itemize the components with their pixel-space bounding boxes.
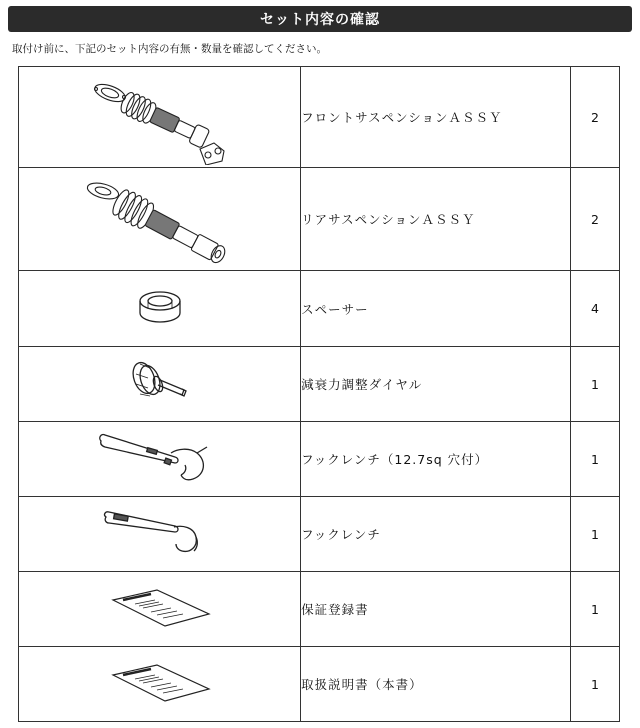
item-qty: 1 xyxy=(570,497,619,572)
front-suspension-icon xyxy=(80,69,240,165)
item-qty: 1 xyxy=(570,647,619,722)
contents-table xyxy=(18,66,620,722)
item-name: 減衰力調整ダイヤル xyxy=(301,347,571,422)
item-name: 保証登録書 xyxy=(301,572,571,647)
item-qty: 1 xyxy=(570,572,619,647)
item-qty: 1 xyxy=(570,347,619,422)
rear-suspension-icon xyxy=(75,171,245,267)
table-row xyxy=(19,572,620,647)
manual-icon xyxy=(105,661,215,707)
spacer-icon xyxy=(130,284,190,334)
table-row xyxy=(19,647,620,722)
item-name: 取扱説明書（本書） xyxy=(301,647,571,722)
hook-wrench-icon xyxy=(100,509,220,559)
table-row xyxy=(19,422,620,497)
item-name: スペーサー xyxy=(301,271,571,347)
table-row xyxy=(19,497,620,572)
section-header xyxy=(8,6,632,32)
item-name: フロントサスペンションＡＳＳＹ xyxy=(301,67,571,168)
item-qty: 2 xyxy=(570,168,619,271)
item-qty: 4 xyxy=(570,271,619,347)
page-title: セット内容の確認 xyxy=(260,12,380,28)
table-row xyxy=(19,67,620,168)
hook-wrench-with-hole-icon xyxy=(95,431,225,487)
table-row xyxy=(19,347,620,422)
item-name: リアサスペンションＡＳＳＹ xyxy=(301,168,571,271)
item-qty: 2 xyxy=(570,67,619,168)
table-row xyxy=(19,168,620,271)
item-qty: 1 xyxy=(570,422,619,497)
warranty-card-icon xyxy=(105,586,215,632)
item-name: フックレンチ（12.7sq 穴付） xyxy=(301,422,571,497)
damping-dial-icon xyxy=(120,356,200,412)
item-name: フックレンチ xyxy=(301,497,571,572)
intro-text: 取付け前に、下記のセット内容の有無・数量を確認してください。 xyxy=(12,43,327,55)
table-row xyxy=(19,271,620,347)
